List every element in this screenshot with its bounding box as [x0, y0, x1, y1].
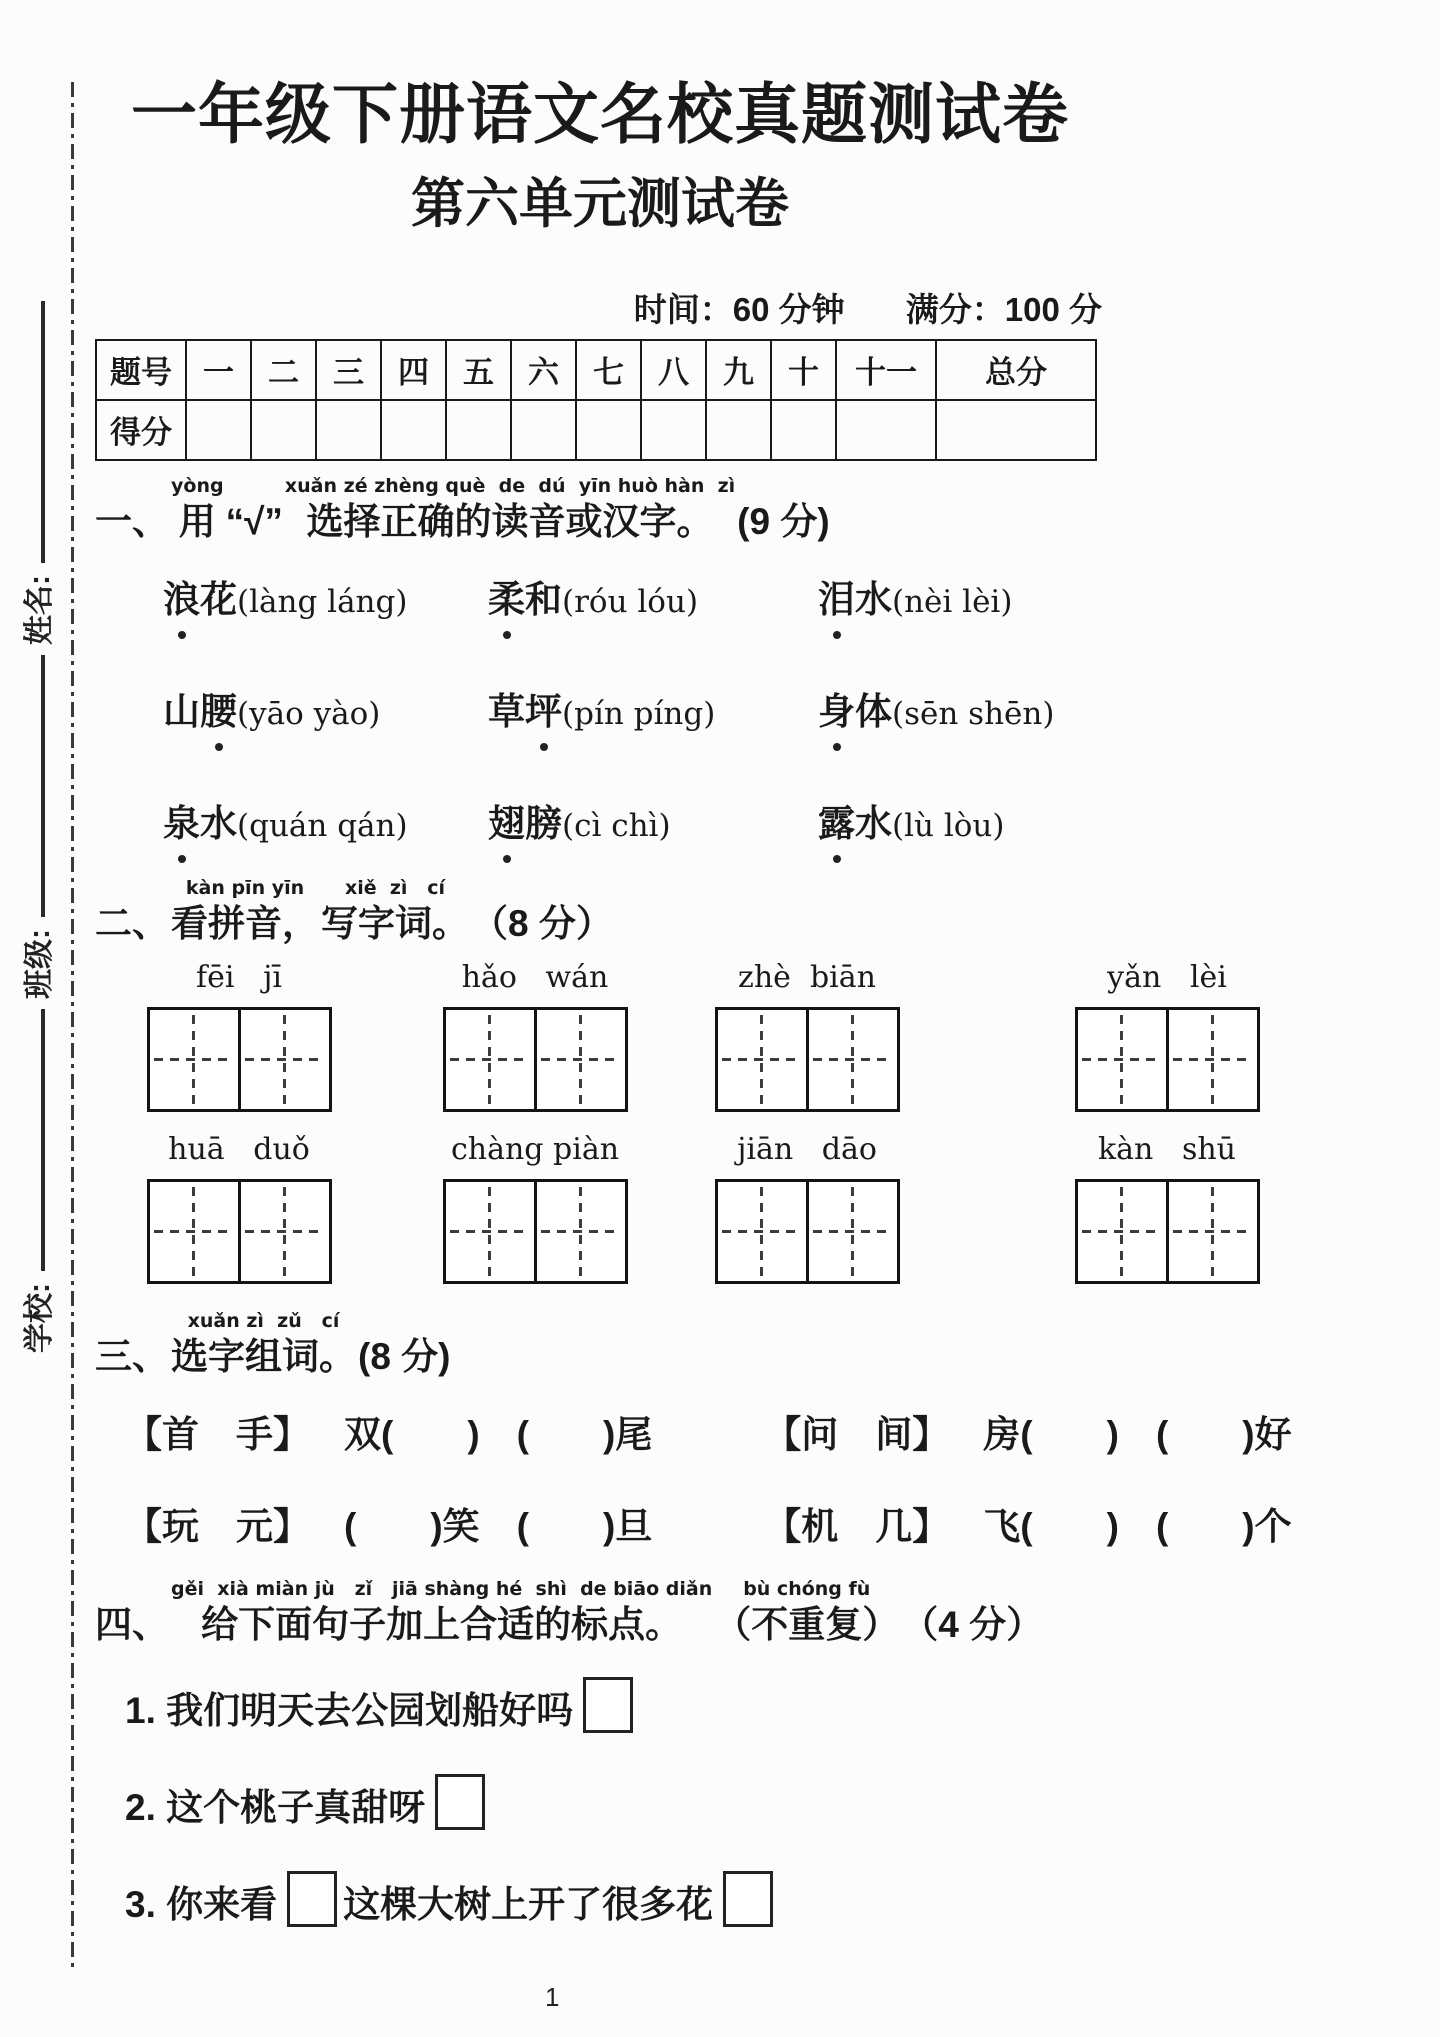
col-5: 五 — [446, 340, 511, 400]
writing-grid-pair — [147, 1007, 332, 1112]
char-choice-row — [95, 1404, 1292, 1458]
dotted-char: 露 — [818, 793, 855, 847]
punctuation-sentence — [125, 1871, 1275, 1928]
writing-grid-cell — [446, 1010, 534, 1109]
pinyin-label: yǎn lèi — [1107, 959, 1227, 995]
col-3: 三 — [316, 340, 381, 400]
name-label: 姓名: — [23, 575, 56, 645]
section1-heading-text: 选择正确的读音或汉字。 — [306, 500, 714, 542]
pinyin-options: (nèi lèi) — [892, 584, 1013, 621]
writing-grid-pair — [443, 1007, 628, 1112]
total-score-cell — [936, 400, 1096, 460]
writing-grid-cell — [1078, 1010, 1166, 1109]
writing-grid-pair — [147, 1179, 332, 1284]
dotted-char: 翅 — [488, 793, 525, 847]
score-cell — [576, 400, 641, 460]
question-no-label: 题号 — [96, 340, 186, 400]
section3-number: 三、 — [95, 1335, 169, 1377]
col-4: 四 — [381, 340, 446, 400]
writing-group — [715, 960, 899, 1112]
score-row-label: 得分 — [96, 400, 186, 460]
section2-number: 二、 — [95, 903, 169, 945]
pinyin-options: (pín píng) — [562, 696, 716, 733]
punctuation-box — [583, 1677, 633, 1733]
writing-grid-cell — [534, 1182, 625, 1281]
score-cell — [641, 400, 706, 460]
writing-grid-cell — [446, 1182, 534, 1281]
writing-grid-pair — [715, 1007, 900, 1112]
pinyin-annotation: gěi xià miàn jù zǐ jiā shàng hé shì de biāo diǎn — [171, 1578, 713, 1601]
writing-group — [147, 960, 331, 1112]
word-choice-item — [163, 793, 488, 863]
col-7: 七 — [576, 340, 641, 400]
score-table-header-row — [96, 340, 1096, 400]
full-score: 满分：100 分 — [905, 290, 1102, 328]
writing-grid-cell — [806, 1182, 897, 1281]
writing-grid-pair — [1075, 1179, 1260, 1284]
sentence-text: 1. 我们明天去公园划船好吗 — [125, 1689, 574, 1731]
punctuation-sentence — [125, 1677, 1275, 1734]
writing-grid-pair — [443, 1179, 628, 1284]
word-choice-item — [818, 569, 1275, 639]
word-post: 花 — [200, 579, 237, 621]
name-blank-line — [35, 301, 45, 563]
punctuation-sentence — [125, 1774, 1275, 1831]
paper-content — [95, 0, 1292, 1928]
section4-points: （4 分） — [901, 1604, 1044, 1646]
time-limit: 时间：60 分钟 — [633, 290, 845, 328]
paper-title: 一年级下册语文名校真题测试卷 — [131, 77, 1069, 151]
writing-grid-pair — [1075, 1007, 1260, 1112]
writing-grid-cell — [150, 1010, 238, 1109]
total-score-label: 总分 — [936, 340, 1096, 400]
section2-points: （8 分） — [471, 903, 613, 945]
section4-no-repeat-note: （不重复） — [714, 1604, 900, 1646]
col-8: 八 — [641, 340, 706, 400]
dotted-char: 腰 — [200, 681, 237, 735]
word-choice-item — [488, 681, 818, 751]
char-choice-row — [95, 1496, 1292, 1550]
dotted-char: 坪 — [525, 681, 562, 735]
page-number: 1 — [545, 1982, 560, 2012]
section1-heading — [95, 474, 1275, 544]
dotted-char: 浪 — [163, 569, 200, 623]
pinyin-options: (yāo yào) — [237, 696, 381, 733]
writing-group — [443, 1132, 627, 1284]
pinyin-label: chàng piàn — [450, 1131, 620, 1167]
pinyin-options: (quán qán) — [237, 808, 408, 845]
char-bracket: 【首 手】 — [125, 1414, 310, 1456]
score-cell — [446, 400, 511, 460]
section1-heading-text: 用 — [178, 500, 216, 542]
char-bracket: 【问 间】 — [764, 1414, 950, 1456]
word-choice-item — [163, 681, 488, 751]
sentence-text: 这棵大树上开了很多花 — [343, 1883, 714, 1925]
school-label: 学校: — [23, 1283, 56, 1353]
writing-grid-pair — [715, 1179, 900, 1284]
pinyin-options: (róu lóu) — [562, 584, 699, 621]
pinyin-label: jiān dāo — [737, 1131, 877, 1167]
section4-heading-text: 给下面句子加上合适的标点。 — [201, 1604, 683, 1646]
col-11: 十一 — [836, 340, 936, 400]
word-post: 水 — [200, 803, 237, 845]
section3-heading-text: 选字组词。 — [171, 1335, 356, 1377]
section1-points: (9 分) — [737, 500, 830, 542]
section2-heading-text: 写字词。 — [321, 903, 469, 945]
score-cell — [706, 400, 771, 460]
section2-heading — [95, 879, 1275, 946]
punctuation-box — [435, 1774, 485, 1830]
pinyin-label: kàn shū — [1097, 1131, 1237, 1167]
writing-grid-cell — [718, 1010, 806, 1109]
score-cell — [251, 400, 316, 460]
char-blanks: ( )笑 ( )旦 — [344, 1506, 653, 1548]
char-blanks: 房( ) ( )好 — [983, 1414, 1292, 1456]
punctuation-box — [287, 1871, 337, 1927]
writing-group — [1075, 960, 1259, 1112]
score-table-score-row — [96, 400, 1096, 460]
score-cell — [771, 400, 836, 460]
pinyin-options: (sēn shēn) — [892, 696, 1055, 733]
dotted-char: 身 — [818, 681, 855, 735]
writing-grid-cell — [806, 1010, 897, 1109]
word-post: 体 — [855, 691, 892, 733]
word-choice-item — [818, 681, 1275, 751]
writing-grid-cell — [1166, 1182, 1257, 1281]
writing-group — [1075, 1132, 1259, 1284]
pinyin-label: huā duǒ — [168, 1131, 310, 1167]
word-pre: 草 — [488, 691, 525, 733]
col-2: 二 — [251, 340, 316, 400]
pinyin-annotation: kàn pīn yīn — [185, 877, 305, 900]
section4-heading — [95, 1580, 1275, 1647]
sentence-text: 2. 这个桃子真甜呀 — [125, 1786, 426, 1828]
word-post: 膀 — [525, 803, 562, 845]
word-post: 和 — [525, 579, 562, 621]
dotted-char: 泪 — [818, 569, 855, 623]
pinyin-options: (cì chì) — [562, 808, 671, 845]
writing-grid-cell — [718, 1182, 806, 1281]
score-cell — [836, 400, 936, 460]
col-9: 九 — [706, 340, 771, 400]
section3-points: (8 分) — [358, 1335, 451, 1377]
col-6: 六 — [511, 340, 576, 400]
class-label: 班级: — [23, 929, 56, 999]
pinyin-annotation: xuǎn zé zhèng què de dú yīn huò hàn zì — [284, 474, 736, 497]
score-cell — [316, 400, 381, 460]
class-blank-line — [35, 655, 45, 917]
word-choice-item — [488, 569, 818, 639]
sentence-text: 3. 你来看 — [125, 1883, 278, 1925]
char-bracket: 【玩 元】 — [125, 1506, 310, 1548]
word-post: 水 — [855, 579, 892, 621]
char-bracket: 【机 几】 — [764, 1506, 950, 1548]
score-cell — [381, 400, 446, 460]
writing-grid-cell — [1166, 1010, 1257, 1109]
writing-grid-cell — [1078, 1182, 1166, 1281]
section2-heading-text: 看拼音， — [171, 903, 319, 945]
check-mark-quote: “√” — [225, 500, 283, 542]
col-10: 十 — [771, 340, 836, 400]
pinyin-options: (làng láng) — [237, 584, 408, 621]
student-info-sidebar — [14, 291, 58, 1353]
pinyin-label: fēi jī — [196, 959, 282, 995]
dotted-char: 柔 — [488, 569, 525, 623]
section1-number: 一、 — [95, 500, 169, 542]
char-blanks: 双( ) ( )尾 — [344, 1414, 653, 1456]
writing-grid-cell — [534, 1010, 625, 1109]
word-pre: 山 — [163, 691, 200, 733]
time-score-line — [95, 284, 1106, 331]
word-choice-item — [488, 793, 818, 863]
score-cell — [186, 400, 251, 460]
section3-heading — [95, 1309, 1275, 1379]
pinyin-annotation: yòng — [171, 474, 224, 497]
section4-number: 四、 — [95, 1604, 169, 1646]
writing-group — [715, 1132, 899, 1284]
word-choice-item — [163, 569, 488, 639]
pinyin-label: hǎo wán — [461, 959, 609, 995]
pinyin-annotation: xuǎn zì zǔ cí — [187, 1309, 340, 1332]
col-1: 一 — [186, 340, 251, 400]
unit-subtitle: 第六单元测试卷 — [411, 173, 789, 234]
score-cell — [511, 400, 576, 460]
writing-grid-row-1 — [95, 960, 1275, 1112]
binding-dash-line — [71, 82, 74, 1967]
word-choice-grid — [163, 569, 1275, 863]
word-choice-item — [818, 793, 1275, 863]
pinyin-annotation: xiě zì cí — [344, 877, 446, 900]
pinyin-options: (lù lòu) — [892, 808, 1005, 845]
writing-grid-row-2 — [95, 1132, 1275, 1284]
word-post: 水 — [855, 803, 892, 845]
writing-group — [443, 960, 627, 1112]
school-blank-line — [35, 1009, 45, 1271]
pinyin-label: zhè biān — [738, 959, 876, 995]
writing-grid-cell — [238, 1010, 329, 1109]
writing-group — [147, 1132, 331, 1284]
punctuation-box — [723, 1871, 773, 1927]
writing-grid-cell — [238, 1182, 329, 1281]
dotted-char: 泉 — [163, 793, 200, 847]
score-table — [95, 339, 1097, 461]
writing-grid-cell — [150, 1182, 238, 1281]
pinyin-annotation: bù chóng fù — [743, 1578, 871, 1601]
char-blanks: 飞( ) ( )个 — [983, 1506, 1292, 1548]
